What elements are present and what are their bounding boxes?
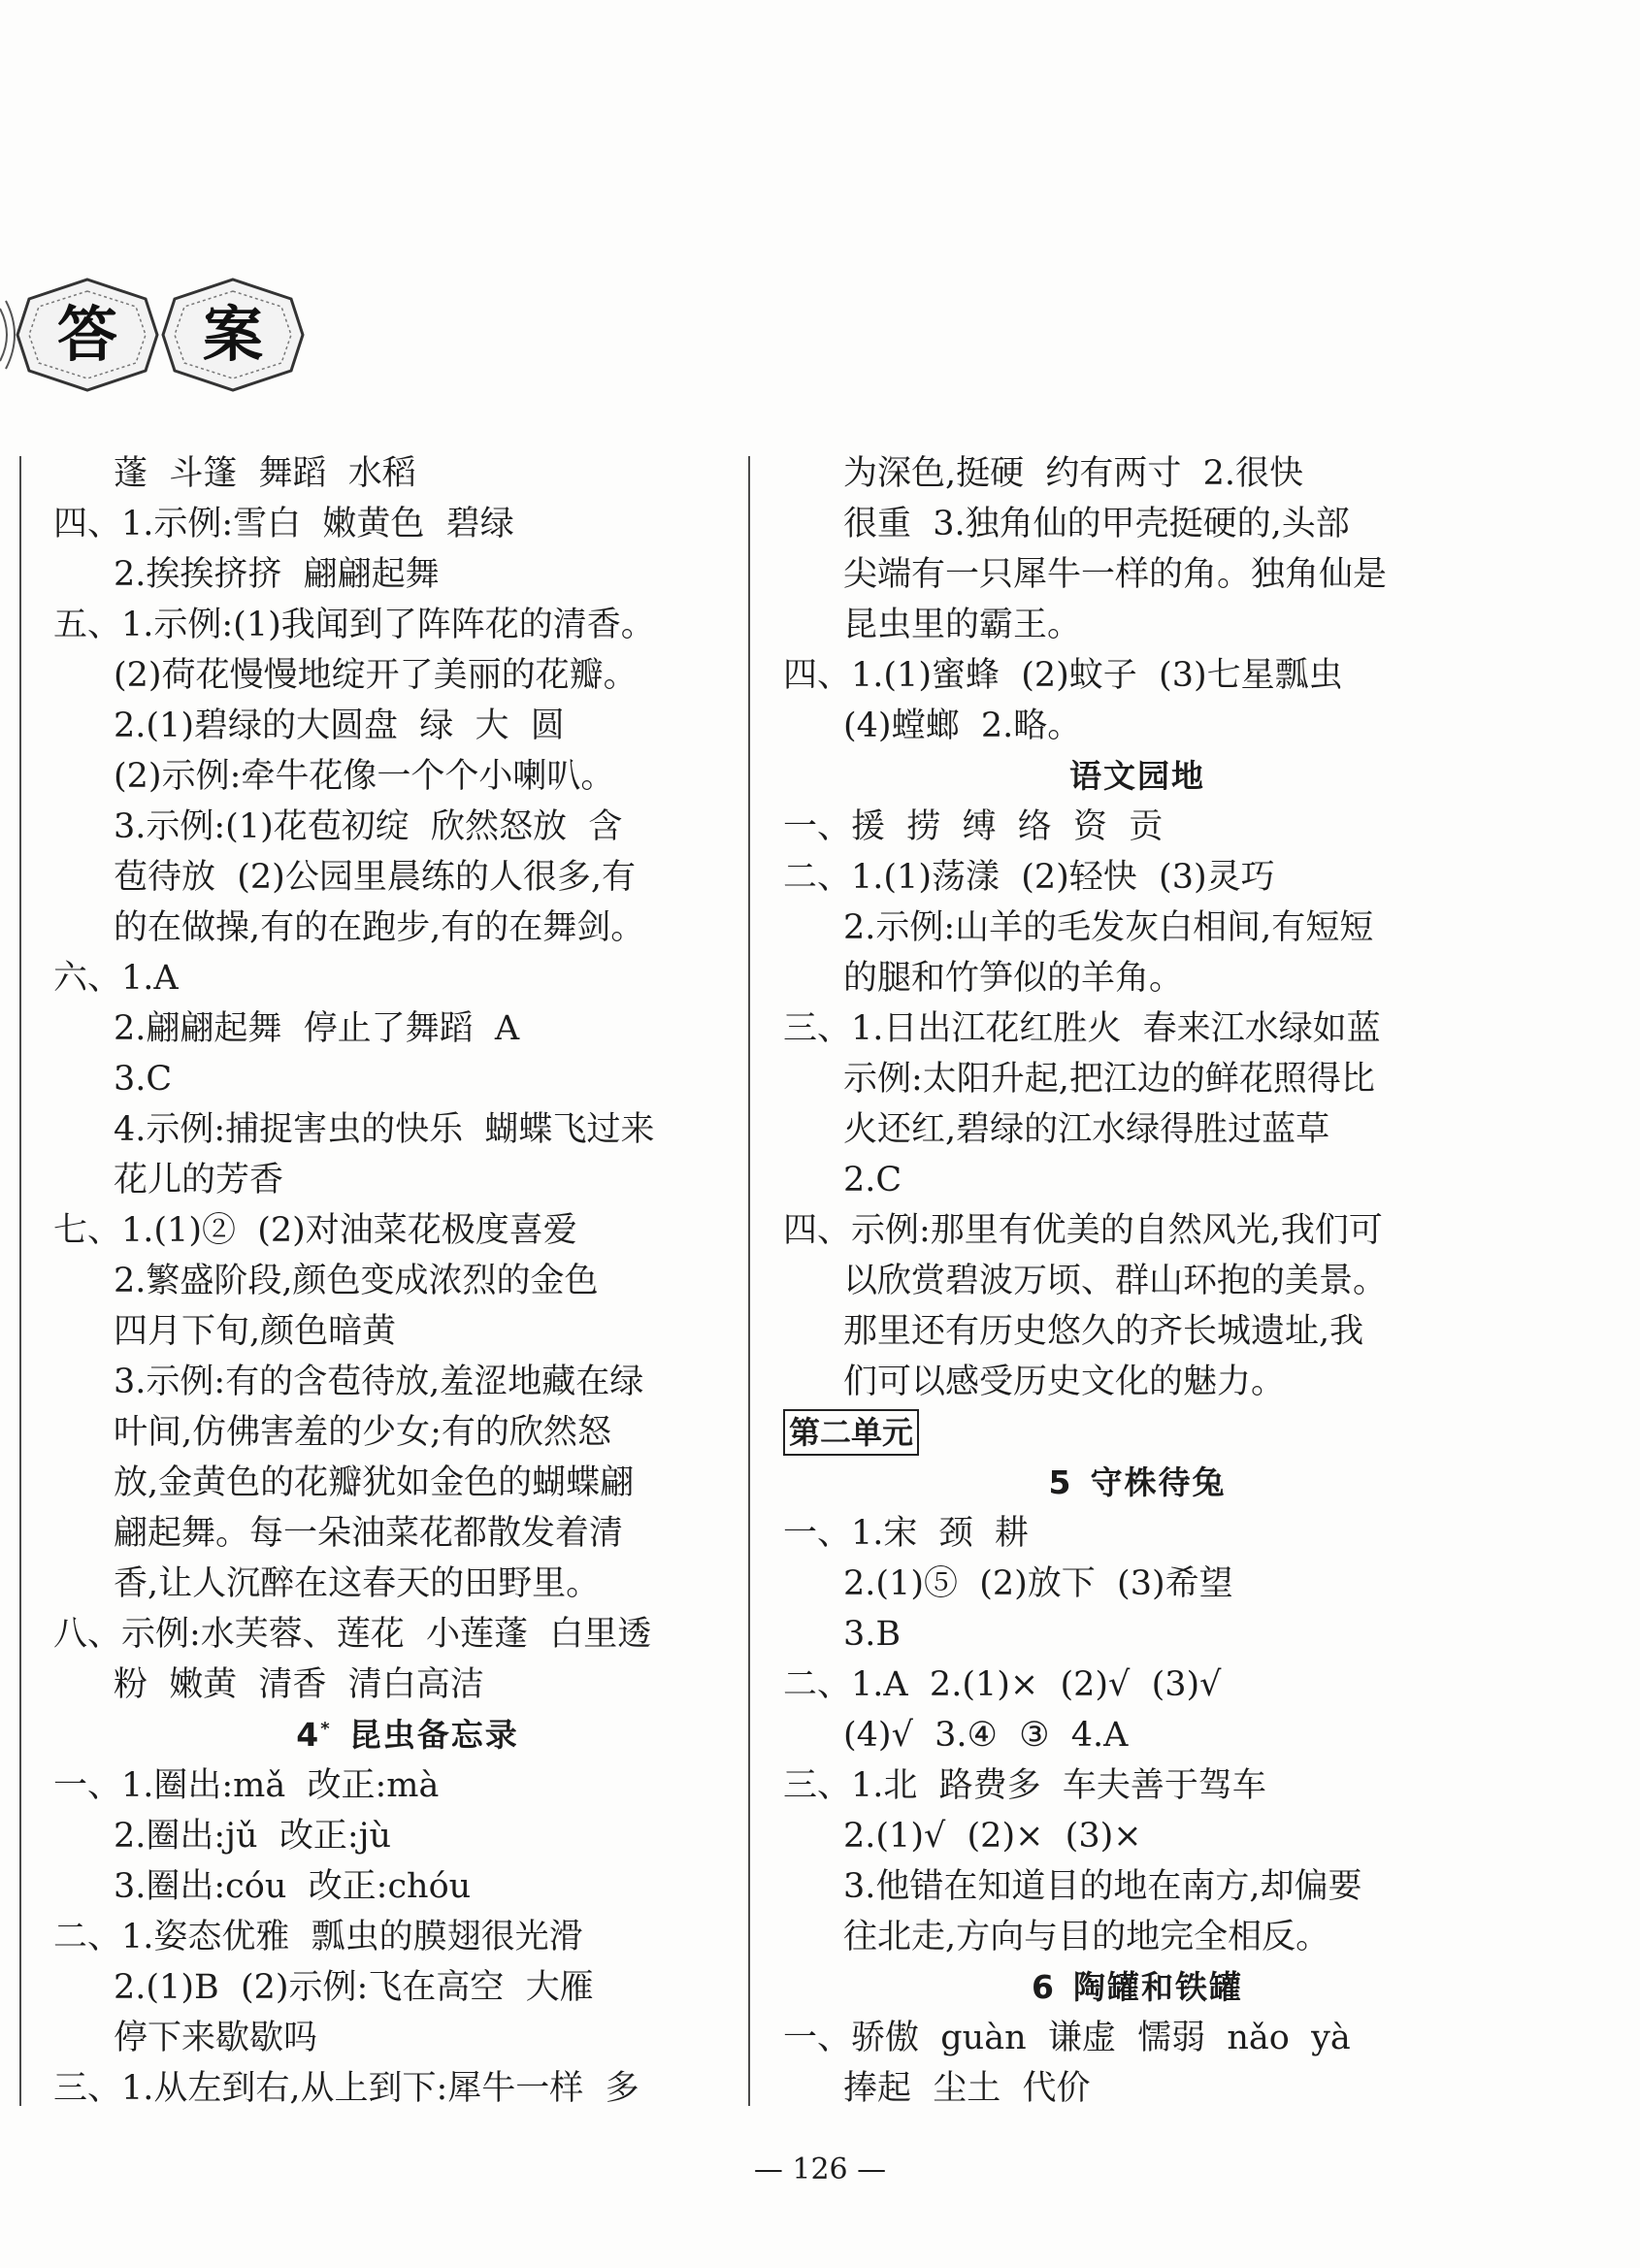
answer-line: 五、1.示例:(1)我闻到了阵阵花的清香。 [53, 606, 655, 644]
lesson-number: 4* [296, 1716, 332, 1754]
answer-line: 花儿的芳香 [114, 1161, 284, 1200]
section-heading [783, 751, 1492, 802]
answer-line: (2)荷花慢慢地绽开了美丽的花瓣。 [114, 656, 638, 695]
answer-line: 四、1.(1)蜜蜂 (2)蚊子 (3)七星瓢虫 [783, 656, 1343, 695]
answer-line: 一、1.宋 颈 耕 [783, 1514, 1029, 1553]
answer-line: 三、1.北 路费多 车夫善于驾车 [783, 1766, 1266, 1805]
answer-line: 往北走,方向与目的地完全相反。 [843, 1918, 1330, 1956]
answer-line: 四、示例:那里有优美的自然风光,我们可 [783, 1211, 1383, 1250]
answer-line: 火还红,碧绿的江水绿得胜过蓝草 [843, 1110, 1330, 1149]
answer-line: 示例:太阳升起,把江边的鲜花照得比 [843, 1060, 1375, 1099]
answer-line: 3.圈出:cóu 改正:chóu [114, 1867, 472, 1906]
answer-line: 翩起舞。每一朵油菜花都散发着清 [114, 1514, 624, 1553]
answer-line: 2.C [843, 1161, 902, 1200]
answer-line: (2)示例:牵牛花像一个个小喇叭。 [114, 757, 615, 796]
answer-header-badge [0, 262, 311, 408]
page-number: — 126 — [753, 2153, 887, 2186]
section-heading [783, 1458, 1492, 1508]
answer-line: 昆虫里的霸王。 [843, 606, 1082, 644]
answer-line: 很重 3.独角仙的甲壳挺硬的,头部 [843, 505, 1350, 543]
lesson-number: 5 [1048, 1463, 1073, 1501]
answer-line: 3.C [114, 1060, 173, 1099]
answer-line: 的在做操,有的在跑步,有的在舞剑。 [114, 908, 645, 947]
right-column [783, 448, 1492, 2114]
answer-line: 2.(1)B (2)示例:飞在高空 大雁 [114, 1968, 594, 2007]
answer-line: 2.示例:山羊的毛发灰白相间,有短短 [843, 908, 1374, 947]
answer-line: 一、援 捞 缚 络 资 贡 [783, 807, 1164, 846]
answer-line: 六、1.A [53, 959, 179, 998]
badge-char-da: 答 [56, 299, 118, 370]
unit-label-box [783, 1407, 1492, 1458]
answer-line: (4)√ 3.④ ③ 4.A [843, 1716, 1129, 1755]
answer-line: 七、1.(1)② (2)对油菜花极度喜爱 [53, 1211, 577, 1250]
answer-line: 一、1.圈出:mǎ 改正:mà [53, 1766, 440, 1805]
answer-line: 二、1.A 2.(1)× (2)√ (3)√ [783, 1665, 1222, 1704]
lesson-title: 语文园地 [1069, 757, 1205, 795]
answer-line: 3.示例:(1)花苞初绽 欣然怒放 含 [114, 807, 623, 846]
answer-line: 2.(1)√ (2)× (3)× [843, 1817, 1142, 1856]
answer-line: (4)螳螂 2.略。 [843, 707, 1082, 745]
answer-line: 为深色,挺硬 约有两寸 2.很快 [843, 454, 1304, 493]
answer-line: 那里还有历史悠久的齐长城遗址,我 [843, 1312, 1364, 1351]
answer-line: 三、1.从左到右,从上到下:犀牛一样 多 [53, 2069, 640, 2108]
answer-line: 的腿和竹笋似的羊角。 [843, 959, 1184, 998]
answer-line: 四、1.示例:雪白 嫩黄色 碧绿 [53, 505, 514, 543]
badge-answer-char-1 [17, 279, 157, 390]
answer-line: 停下来歇歇吗 [114, 2019, 318, 2057]
answer-line: 粉 嫩黄 清香 清白高洁 [114, 1665, 484, 1704]
left-margin-rule [19, 456, 21, 2106]
lesson-title: 昆虫备忘录 [348, 1716, 519, 1754]
lesson-mark: * [320, 1719, 332, 1739]
answer-line: 们可以感受历史文化的魅力。 [843, 1363, 1286, 1401]
answer-line: 尖端有一只犀牛一样的角。独角仙是 [843, 555, 1388, 594]
answer-line: 4.示例:捕捉害虫的快乐 蝴蝶飞过来 [114, 1110, 655, 1149]
answer-line: 2.(1)⑤ (2)放下 (3)希望 [843, 1564, 1233, 1603]
left-column [53, 448, 762, 2114]
answer-line: 3.B [843, 1615, 902, 1654]
answer-line: 2.圈出:jǔ 改正:jù [114, 1817, 392, 1856]
badge-char-an: 案 [202, 299, 264, 370]
answer-line: 二、1.姿态优雅 瓢虫的膜翅很光滑 [53, 1918, 583, 1956]
answer-line: 八、示例:水芙蓉、莲花 小莲蓬 白里透 [53, 1615, 652, 1654]
answer-line: 苞待放 (2)公园里晨练的人很多,有 [114, 858, 636, 897]
lesson-title: 守株待兔 [1090, 1463, 1227, 1501]
answer-line: 以欣赏碧波万顷、群山环抱的美景。 [843, 1262, 1388, 1300]
answer-line: 2.翩翩起舞 停止了舞蹈 A [114, 1009, 520, 1048]
answer-line: 3.示例:有的含苞待放,羞涩地藏在绿 [114, 1363, 644, 1401]
answer-line: 3.他错在知道目的地在南方,却偏要 [843, 1867, 1362, 1906]
answer-line: 捧起 尘土 代价 [843, 2069, 1091, 2108]
answer-line: 三、1.日出江花红胜火 春来江水绿如蓝 [783, 1009, 1381, 1048]
answer-line: 一、骄傲 guàn 谦虚 懦弱 nǎo yà [783, 2019, 1351, 2057]
lesson-title: 陶罐和铁罐 [1072, 1968, 1243, 2006]
answer-line: 2.挨挨挤挤 翩翩起舞 [114, 555, 440, 594]
answer-line: 2.(1)碧绿的大圆盘 绿 大 圆 [114, 707, 565, 745]
answer-line: 二、1.(1)荡漾 (2)轻快 (3)灵巧 [783, 858, 1275, 897]
unit-label: 第二单元 [783, 1409, 919, 1456]
lesson-number: 6 [1032, 1968, 1056, 2006]
section-heading [53, 1710, 762, 1760]
answer-line: 蓬 斗篷 舞蹈 水稻 [114, 454, 416, 493]
answer-line: 四月下旬,颜色暗黄 [114, 1312, 397, 1351]
answer-line: 放,金黄色的花瓣犹如金色的蝴蝶翩 [114, 1463, 635, 1502]
answer-line: 叶间,仿佛害羞的少女;有的欣然怒 [114, 1413, 611, 1452]
badge-answer-char-2 [163, 279, 303, 390]
section-heading [783, 1962, 1492, 2013]
answer-line: 2.繁盛阶段,颜色变成浓烈的金色 [114, 1262, 599, 1300]
answer-line: 香,让人沉醉在这春天的田野里。 [114, 1564, 601, 1603]
